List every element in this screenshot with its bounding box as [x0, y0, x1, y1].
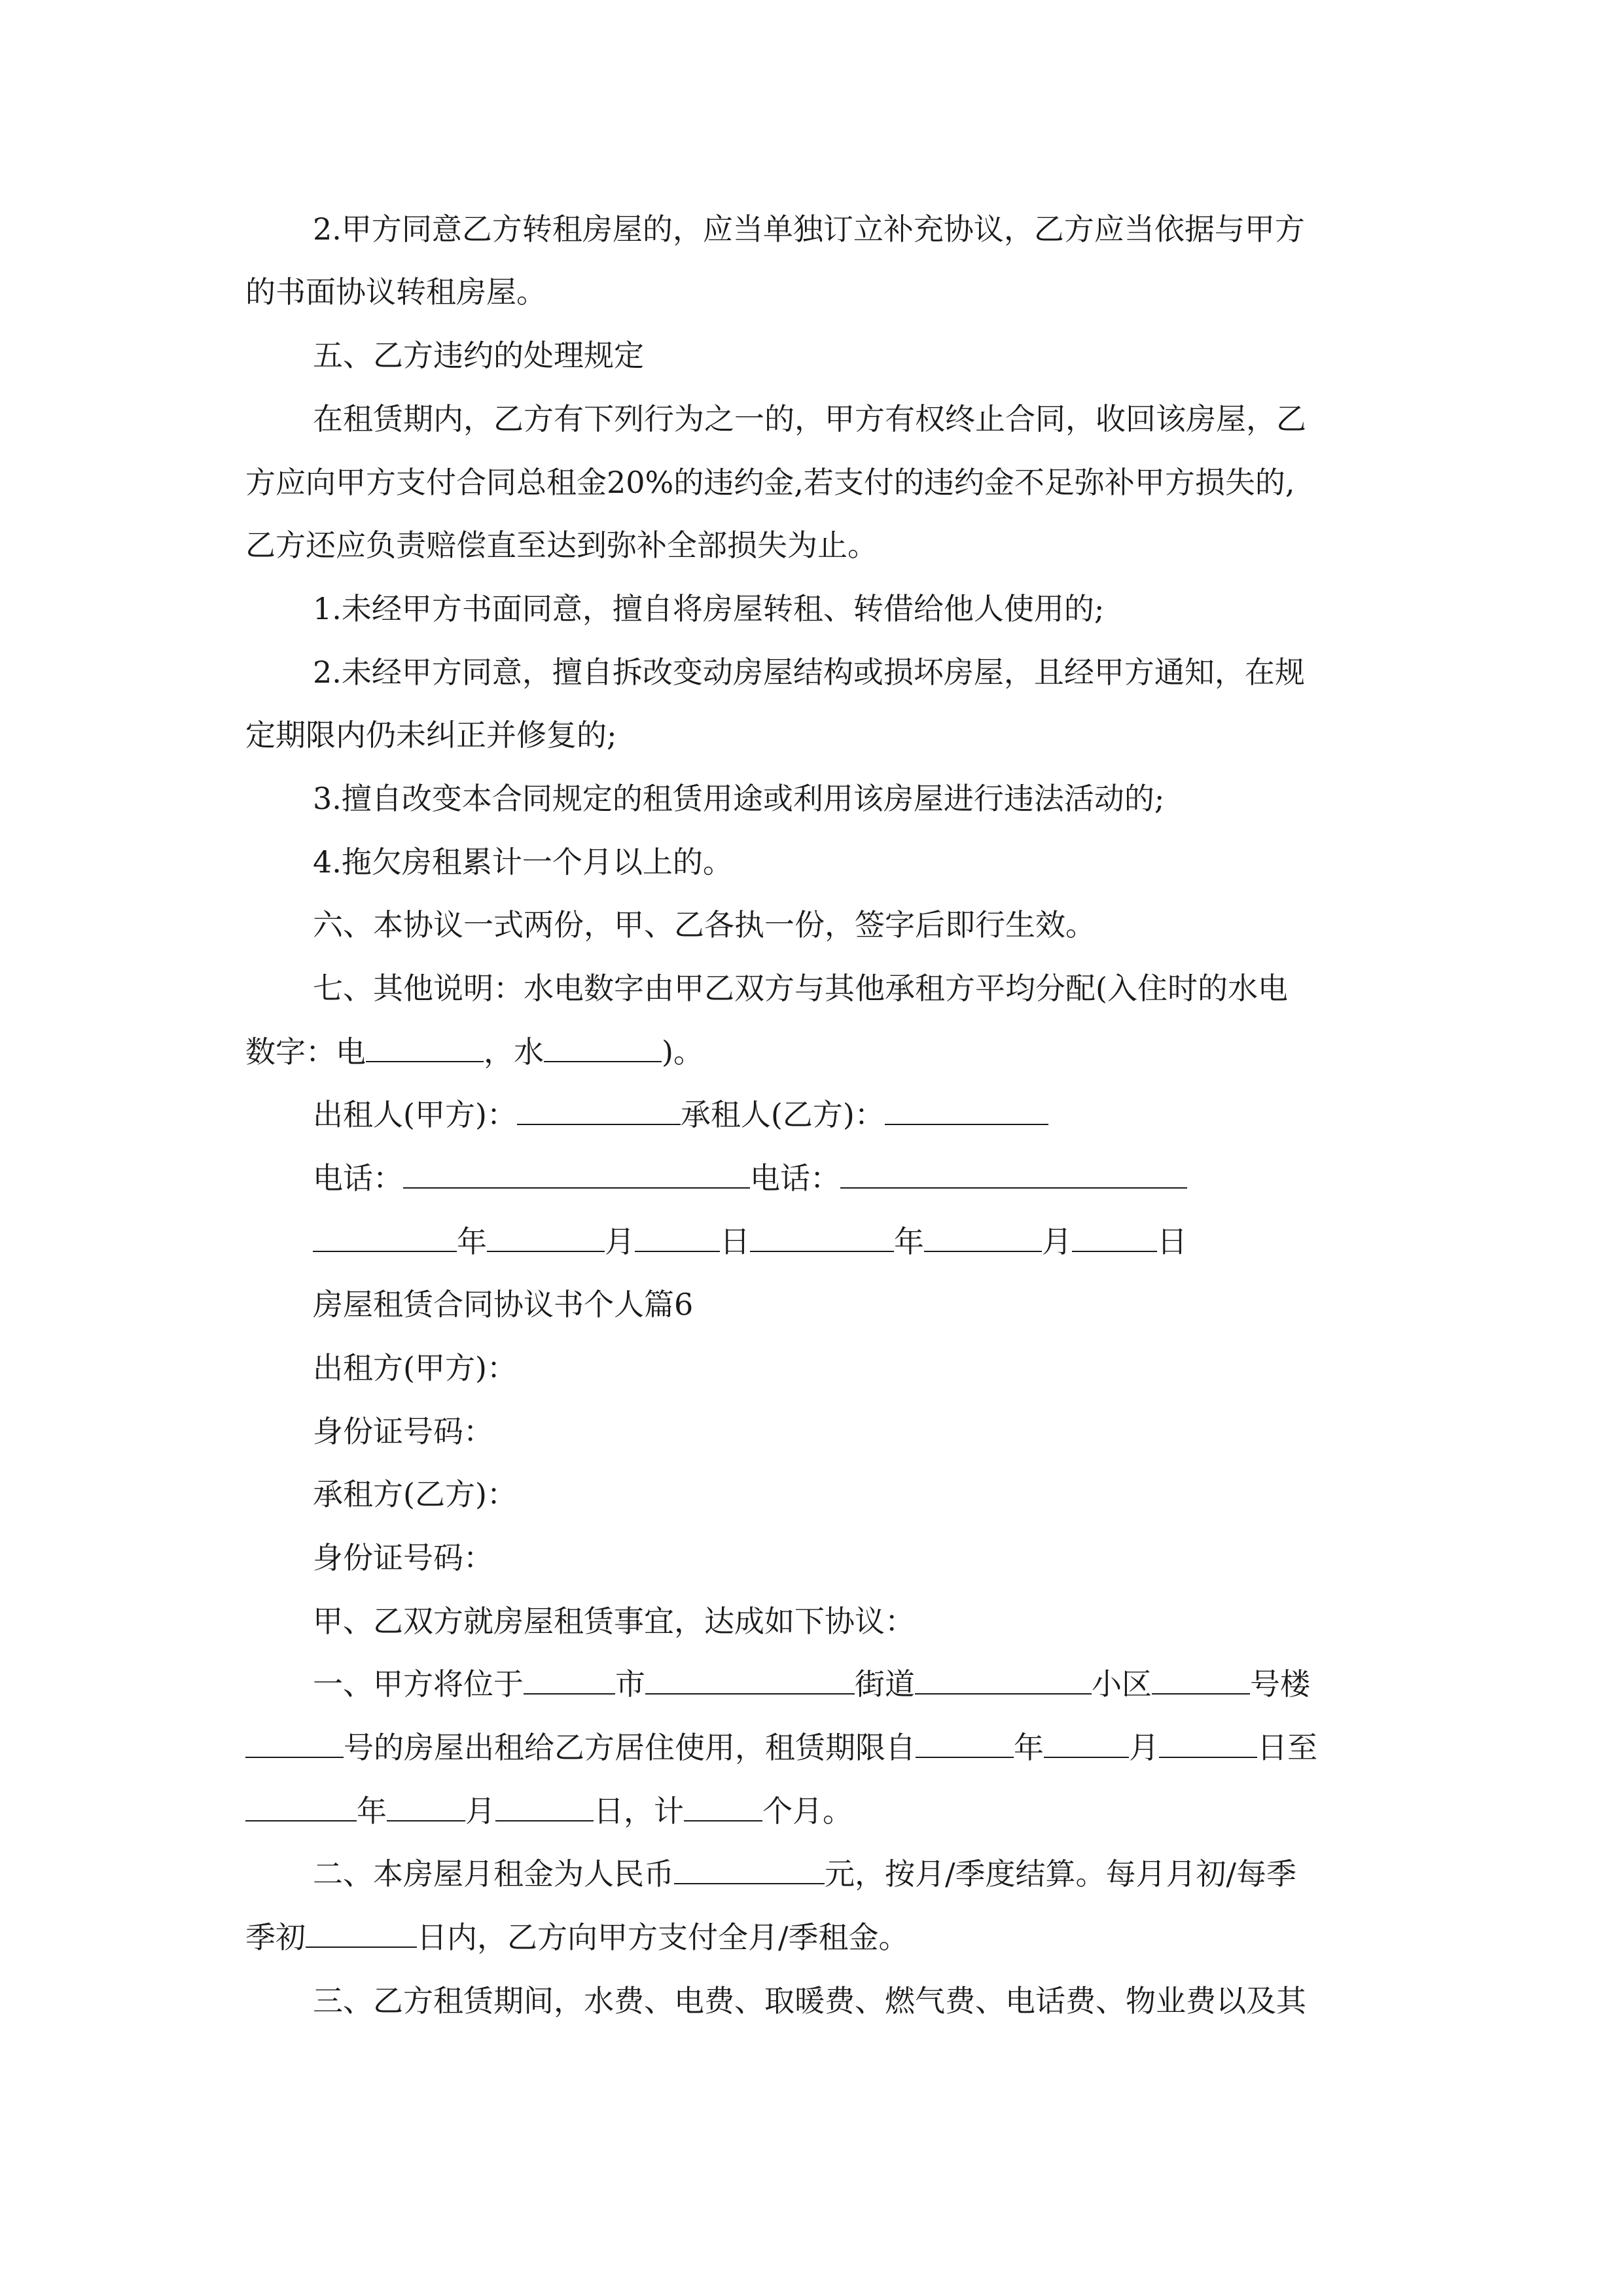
end-month-blank	[387, 1786, 465, 1821]
paragraph-line: 2.甲方同意乙方转租房屋的，应当单独订立补充协议，乙方应当依据与甲方	[313, 211, 1305, 247]
paragraph-line: 的书面协议转租房屋。	[245, 274, 546, 310]
electricity-blank	[366, 1027, 484, 1062]
label: 电话：	[313, 1160, 403, 1196]
months-blank	[684, 1786, 762, 1821]
section-heading: 三、乙方租赁期间，水费、电费、取暖费、燃气费、电话费、物业费以及其	[313, 1983, 1306, 2018]
label: )。	[662, 1034, 704, 1069]
lessee-signature-blank	[885, 1090, 1048, 1125]
rent-line: 二、本房屋月租金为人民币 元，按月/季度结算。每月月初/每季	[313, 1848, 1623, 1900]
section-heading: 六、本协议一式两份，甲、乙各执一份，签字后即行生效。	[313, 907, 1096, 942]
room-number-blank	[245, 1723, 344, 1758]
field-label: 出租方(甲方)：	[313, 1350, 517, 1386]
rent-line: 季初 日内，乙方向甲方支付全月/季租金。	[245, 1911, 1623, 1964]
date-line: 年 月 日 年 月 日	[313, 1215, 1623, 1268]
label: 电话：	[750, 1160, 840, 1196]
list-item: 4.拖欠房租累计一个月以上的。	[313, 844, 733, 880]
street-blank	[645, 1659, 855, 1695]
paragraph-line: 在租赁期内，乙方有下列行为之一的，甲方有权终止合同，收回该房屋，乙	[313, 401, 1306, 437]
paragraph-line: 乙方还应负责赔偿直至达到弥补全部损失为止。	[245, 528, 878, 563]
rent-amount-blank	[674, 1849, 825, 1884]
lease-term-line: 年 月 日，计 个月。	[245, 1785, 1623, 1837]
year-blank	[750, 1217, 894, 1252]
month-blank	[924, 1217, 1042, 1252]
section-heading: 七、其他说明：水电数字由甲乙双方与其他承租方平均分配(入住时的水电	[313, 971, 1288, 1006]
end-day-blank	[495, 1786, 594, 1821]
day-blank	[1072, 1217, 1157, 1252]
lessor-phone-blank	[403, 1153, 750, 1189]
start-year-blank	[916, 1723, 1014, 1758]
payment-days-blank	[306, 1912, 417, 1948]
month-blank	[487, 1217, 605, 1252]
label: 数字：电	[245, 1034, 366, 1069]
end-year-blank	[245, 1786, 357, 1821]
label: ，水	[484, 1034, 544, 1069]
list-item: 2.未经甲方同意，擅自拆改变动房屋结构或损坏房屋，且经甲方通知，在规	[313, 655, 1305, 690]
day-blank	[635, 1217, 720, 1252]
paragraph-line: 方应向甲方支付合同总租金20%的违约金,若支付的违约金不足弥补甲方损失的,	[245, 465, 1295, 500]
community-blank	[915, 1659, 1092, 1695]
label: 承租人(乙方)：	[680, 1097, 885, 1132]
document-title: 房屋租赁合同协议书个人篇6	[313, 1287, 694, 1322]
list-item: 3.擅自改变本合同规定的租赁用途或利用该房屋进行违法活动的;	[313, 781, 1165, 816]
utility-reading-line	[245, 1026, 1623, 1078]
lessee-phone-blank	[840, 1153, 1187, 1189]
water-blank	[544, 1027, 662, 1062]
lease-term-line: 号的房屋出租给乙方居住使用，租赁期限自 年 月 日至	[245, 1721, 1623, 1774]
list-item: 1.未经甲方书面同意，擅自将房屋转租、转借给他人使用的;	[313, 591, 1105, 626]
label: 出租人(甲方)：	[313, 1097, 517, 1132]
phone-line	[313, 1152, 1623, 1204]
field-label: 承租方(乙方)：	[313, 1477, 517, 1512]
start-month-blank	[1044, 1723, 1129, 1758]
building-blank	[1152, 1659, 1250, 1695]
city-blank	[524, 1659, 615, 1695]
lessor-signature-blank	[517, 1090, 681, 1125]
start-day-blank	[1159, 1723, 1257, 1758]
field-label: 身份证号码：	[313, 1540, 493, 1575]
year-blank	[313, 1217, 457, 1252]
address-line: 一、甲方将位于 市 街道 小区 号楼	[313, 1658, 1623, 1710]
signature-line	[313, 1088, 1623, 1141]
field-label: 身份证号码：	[313, 1414, 493, 1449]
section-heading: 五、乙方违约的处理规定	[313, 338, 644, 373]
paragraph-line: 定期限内仍未纠正并修复的;	[245, 717, 617, 753]
paragraph-line: 甲、乙双方就房屋租赁事宜，达成如下协议：	[313, 1604, 915, 1639]
